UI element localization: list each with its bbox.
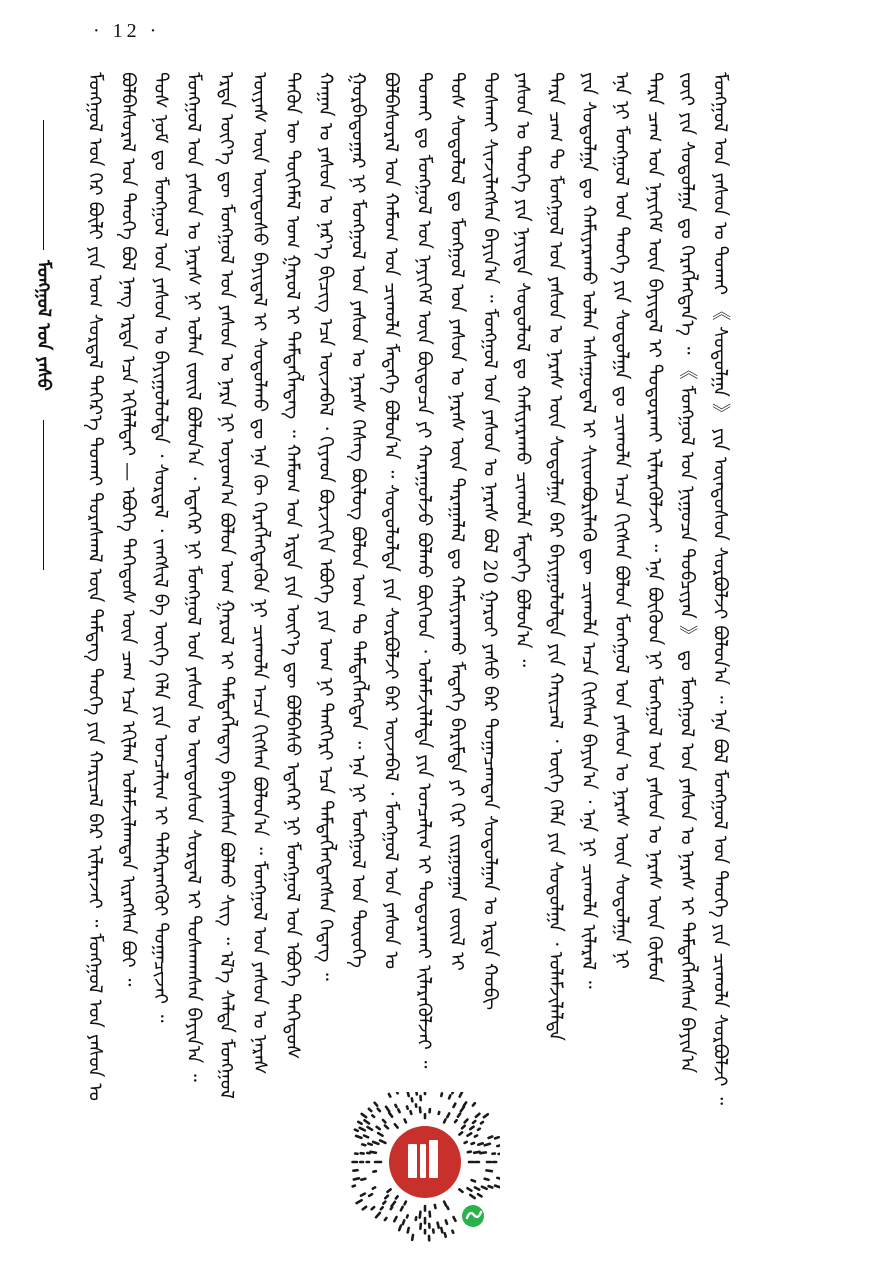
qr-dot	[383, 1120, 385, 1122]
text-column: ᠵᠦᠢ ᠶᠢᠨ ᠰᠤᠳᠤᠯᠭᠠ ᠳᠤ ᠬᠡᠷᠡᠭᠯᠡᠭᠳᠡᠨ᠎ᠡ ᠃ 《 ᠮᠣᠩᠭᠣᠯ ᠤᠨ ᠨᠢᠭᠤᠴᠠ ᠲᠣᠪᠴᠢᠶᠠᠨ 》 ᠳᠤ ᠮᠣᠩᠭᠣᠯ ᠤᠨ ᠶᠠᠰᠤᠨ ᠤ ᠨᠡᠷᠡᠰ ᠢ ᠲᠡᠮᠳᠡᠭᠯᠡᠭᠰᠡᠨ ᠪᠠᠶᠢᠨ᠎ᠠ	[676, 72, 699, 1074]
text-column: ᠶᠠᠰᠤᠨ ᠤ ᠲᠡᠦᠬᠡ ᠶᠢᠨ ᠨᠡᠶᠢᠲᠡ ᠰᠤᠳᠤᠯᠤᠯ ᠳᠤ ᠬᠠᠮᠢᠶᠠᠷᠠᠬᠤ ᠴᠢᠬᠤᠯᠠ ᠮᠡᠳᠡᠭᠡ ᠪᠣᠯᠤᠨ᠎ᠠ ᠃	[511, 72, 534, 668]
qr-dot	[386, 1107, 389, 1112]
qr-dot	[405, 1120, 406, 1123]
qr-dot	[408, 1093, 409, 1096]
qr-dot	[375, 1103, 378, 1106]
qr-dot	[364, 1136, 368, 1138]
qr-dot	[403, 1220, 404, 1224]
qr-dot	[377, 1127, 380, 1129]
qr-dot	[395, 1124, 398, 1127]
text-column: ᠬᠠᠭᠠᠨ ᠤ ᠶᠠᠰᠤᠨ ᠤ ᠨᠡᠷ᠎ᠡ ᠪᠢᠴᠢᠭ ᠡᠴᠡ ᠦᠵᠡᠪᠡᠯ ᠂ ᠬᠢᠶᠠᠳ ᠪᠣᠷᠵᠢᠭᠢᠨ ᠡᠪᠦᠭᠡ ᠶᠢᠨ ᠤᠭ ᠨᠢ ᠲᠡᠩᠭᠡᠷᠢ ᠡᠴᠡ ᠲᠡᠮᠳᠡᠭᠯᠡᠭᠳᠡᠭᠰᠡᠨ ᠭᠡᠳᠡᠭ ᠃	[314, 72, 337, 981]
qr-dot	[416, 1092, 417, 1095]
qr-dot	[360, 1128, 365, 1131]
qr-dot	[361, 1179, 365, 1180]
qr-dot	[368, 1144, 371, 1145]
qr-dot	[489, 1137, 493, 1138]
qr-dot	[485, 1179, 489, 1180]
qr-dot	[449, 1095, 450, 1098]
text-column: ᠶᠢᠨ ᠰᠤᠳᠤᠯᠭᠠ ᠳᠤ ᠬᠠᠮᠢᠶᠠᠷᠠᠬᠤ ᠣᠯᠠᠨ ᠠᠰᠠᠭᠤᠳᠠᠯ ᠢ ᠰᠢᠢᠳᠪᠦᠷᠢᠯᠡᠬᠦ ᠳᠦ ᠴᠢᠬᠤᠯᠠ ᠠᠴᠠ ᠬᠢᠭᠰᠡᠨ ᠪᠠᠶᠢᠨ᠎ᠠ ᠂ ᠡᠨᠡ ᠨᠢ ᠴᠢᠬᠤᠯᠠ ᠢᠯᠡᠷᠡᠯ ᠃	[577, 72, 600, 989]
qr-dot	[455, 1120, 457, 1122]
qr-dot	[476, 1114, 480, 1117]
qr-dot	[411, 1111, 412, 1114]
qr-dot	[462, 1126, 465, 1129]
qr-dot	[472, 1180, 475, 1181]
book-icon	[408, 1140, 438, 1178]
qr-dot	[369, 1109, 372, 1111]
text-column: ᠮᠣᠩᠭᠣᠯ ᠤᠨ ᠭᠡᠷ ᠪᠦᠯᠢ ᠶᠢᠨ ᠤᠭ ᠰᠤᠷᠳᠠᠯ ᠳᠡᠭᠡᠷ᠎ᠡ ᠲᠤᠬᠠᠢ ᠳᠤᠷᠠᠰᠬᠠᠯ ᠦᠨ ᠲᠡᠮᠳᠡᠭ ᠲᠡᠦᠬᠡ ᠶᠢᠨ ᠬᠠᠷᠢᠴᠠᠯ ᠪᠠᠷ ᠢᠯᠡᠷᠡᠵᠡᠢ ᠃ ᠮᠣᠩᠭᠣᠯ ᠤᠨ ᠶᠠᠰᠤᠨ ᠤ	[83, 72, 106, 1102]
text-column: ᠲᠤᠰᠬᠠᠢ ᠰᠢᠨᠵᠢᠯᠡᠭᠰᠡᠨ ᠪᠠᠶᠢᠨ᠎ᠠ ᠃ ᠮᠣᠩᠭᠣᠯ ᠤᠨ ᠶᠠᠰᠤᠨ ᠤ ᠨᠡᠷᠡᠰ ᠪᠣᠯ 20 ᠭᠠᠷᠤᠢ ᠶᠠᠰᠤ ᠪᠠᠷ ᠲᠣᠭᠠᠴᠠᠭᠳᠠᠨ ᠰᠤᠳᠤᠯᠭᠠᠨ ᠤ ᠡᠷᠲᠡ ᠬᠤᠪᠢ	[478, 72, 501, 1011]
qr-dot	[389, 1113, 392, 1117]
qr-dot	[454, 1217, 456, 1221]
qr-dot	[468, 1152, 471, 1153]
qr-dot	[373, 1171, 376, 1172]
qr-dot	[439, 1112, 440, 1114]
qr-dot	[369, 1194, 372, 1196]
qr-dot	[362, 1144, 365, 1145]
qr-dot	[401, 1207, 403, 1211]
text-column: ᠲᠤᠰ ᠨᠣᠮ ᠳᠤ ᠮᠣᠩᠭᠣᠯ ᠤᠨ ᠶᠠᠰᠤᠨ ᠤ ᠪᠠᠶᠢᠭᠤᠯᠤᠯᠲᠠ ᠂ ᠰᠤᠷᠲᠠᠯ ᠂ ᠵᠠᠩᠰᠢᠯ ᠪᠠ ᠦᠭᠡ ᠬᠡᠯᠡ ᠶᠢᠨ ᠣᠨᠴᠠᠯᠢᠭ ᠢ ᠳᠡᠯᠭᠡᠷᠡᠩᠭᠦᠢ ᠲᠣᠭᠠᠴᠢᠵᠠᠢ ᠃	[149, 72, 172, 1023]
header-rule-bottom	[43, 420, 44, 570]
qr-dot	[365, 1120, 370, 1123]
qr-dot	[372, 1115, 374, 1117]
qr-dot	[385, 1196, 388, 1199]
qr-dot	[478, 1194, 482, 1196]
text-column: ᠮᠣᠩᠭᠣᠯ ᠤᠨ ᠶᠠᠰᠤᠨ ᠤ ᠨᠡᠷᠡᠰ ᠨᠢ ᠣᠯᠠᠨ ᠵᠦᠢᠯ ᠪᠣᠯᠤᠨ᠎ᠠ ᠂ ᠡᠳᠡᠭᠡᠷ ᠨᠢ ᠮᠣᠩᠭᠣᠯ ᠤᠨ ᠶᠠᠰᠤᠨ ᠤ ᠦᠨᠳᠦᠰᠦᠨ ᠰᠤᠷᠲᠠᠯ ᠢ ᠲᠤᠰᠬᠠᠭᠰᠠᠨ ᠪᠠᠶᠢᠨ᠎ᠠ ᠃	[182, 72, 205, 1082]
qr-dot	[385, 1126, 388, 1129]
qr-dot	[357, 1200, 362, 1203]
qr-dot	[446, 1220, 447, 1223]
qr-dot	[378, 1133, 382, 1136]
qr-dot	[407, 1215, 408, 1217]
qr-dot	[441, 1228, 442, 1232]
qr-dot	[464, 1103, 467, 1107]
qr-dot	[362, 1114, 366, 1117]
mini-program-code	[350, 1092, 500, 1242]
qr-dot	[395, 1105, 396, 1107]
qr-dot	[495, 1137, 499, 1138]
qr-dot	[447, 1113, 449, 1117]
qr-dot	[475, 1187, 479, 1189]
text-column: ᠲᠡᠷᠡ ᠴᠠᠭ ᠤᠨ ᠨᠡᠶᠢᠭᠡᠮ ᠦᠨ ᠪᠠᠶᠢᠳᠠᠯ ᠢ ᠲᠣᠳᠣᠷᠬᠠᠢ ᠢᠯᠡᠷᠡᠭᠦᠯᠵᠡᠢ ᠃ ᠡᠨᠡ ᠪᠦᠭᠦᠳ ᠨᠢ ᠮᠣᠩᠭᠣᠯ ᠤᠨ ᠶᠠᠰᠤᠨ ᠤ ᠨᠡᠷᠡᠰ ᠦᠨ ᠬᠦᠮᠦᠨ	[643, 72, 666, 983]
text-column: ᠡᠷᠲᠡ ᠦᠶ᠎ᠡ ᠳᠦ ᠮᠣᠩᠭᠣᠯ ᠤᠨ ᠶᠠᠰᠤᠨ ᠤ ᠨᠡᠷᠡ ᠨᠢ ᠣᠶᠣᠭ᠎ᠠ ᠪᠣᠯᠤᠨ ᠤᠭ ᠭᠠᠷᠤᠯ ᠢ ᠲᠡᠮᠳᠡᠭᠯᠡᠳᠡᠭ ᠪᠠᠶᠢᠭᠰᠠᠨ ᠪᠣᠯᠬᠤ ᠰᠢᠭ ᠃ ᠡᠯ᠎ᠡ ᠰᠡᠯᠲᠡ ᠮᠣᠩᠭᠣᠯ	[215, 72, 238, 1099]
qr-dot	[420, 1108, 421, 1113]
qr-dot	[482, 1187, 487, 1189]
qr-dot	[478, 1129, 480, 1130]
qr-dot	[391, 1207, 392, 1209]
qr-dot	[485, 1144, 490, 1146]
text-column: ᠲᠡᠷᠡ ᠴᠠᠭ ᠲᠤ ᠮᠣᠩᠭᠣᠯ ᠤᠨ ᠶᠠᠰᠤᠨ ᠤ ᠨᠡᠷᠡᠰ ᠦᠨ ᠰᠤᠳᠤᠯᠭᠠ ᠪᠠᠷ ᠪᠠᠶᠢᠭᠤᠯᠤᠯᠲᠠ ᠶᠢᠨ ᠬᠠᠷᠢᠴᠠᠯ ᠂ ᠦᠭᠡ ᠬᠡᠯᠡ ᠶᠢᠨ ᠰᠤᠳᠤᠯᠭᠠ ᠂ ᠤᠯᠠᠮᠵᠢᠯᠠᠯᠲᠠ	[544, 72, 567, 1041]
qr-dot	[470, 1195, 474, 1198]
qr-dot	[435, 1205, 436, 1208]
text-column: ᠭᠤᠷᠪᠠᠳᠤᠭᠠᠷ ᠨᠢ ᠮᠣᠩᠭᠣᠯ ᠤᠨ ᠶᠠᠰᠤᠨ ᠤ ᠨᠡᠷᠡᠰ ᠬᠡᠰᠡᠭ ᠪᠦᠯᠦᠭ ᠪᠣᠯᠤᠨ ᠤᠭ ᠲᠤ ᠲᠡᠮᠳᠡᠭᠯᠡᠭᠳᠡᠨ ᠃ ᠡᠨᠡ ᠨᠢ ᠮᠣᠩᠭᠣᠯ ᠤᠨ ᠲᠦᠦᠬᠡ	[347, 72, 370, 968]
qr-dot	[441, 1093, 442, 1096]
qr-dot	[465, 1142, 467, 1143]
qr-dot	[484, 1114, 488, 1117]
qr-dot	[381, 1207, 383, 1209]
text-column: ᠪᠣᠯᠪᠠᠰᠤᠷᠠᠯ ᠤᠨ ᠲᠡᠦᠬᠡ ᠪᠣᠯ ᠨᠡᠩ ᠡᠷᠲᠡ ᠡᠴᠡ ᠡᠬᠢᠯᠡᠯᠲᠡᠢ — ᠡᠪᠦᠭᠡ ᠳᠡᠭᠡᠳᠦᠰ ᠦᠨ ᠴᠠᠭ ᠡᠴᠡ ᠡᠬᠢᠯᠡᠨ ᠤᠯᠠᠮᠵᠢᠯᠠᠭᠳᠠᠨ ᠢᠷᠡᠭᠰᠡᠨ ᠪᠣᠢ ᠃	[116, 72, 139, 987]
qr-dot	[497, 1146, 499, 1147]
qr-dot	[388, 1189, 391, 1192]
qr-dot	[465, 1120, 468, 1123]
qr-dot	[396, 1196, 398, 1198]
qr-dot	[355, 1130, 358, 1131]
qr-dot	[497, 1178, 500, 1179]
qr-dot	[408, 1228, 409, 1232]
qr-dot	[353, 1170, 357, 1171]
qr-code-graphic	[350, 1092, 500, 1242]
qr-dot	[371, 1152, 376, 1153]
qr-dot	[412, 1098, 413, 1101]
running-header	[34, 120, 56, 570]
qr-dot	[468, 1133, 472, 1135]
qr-dot	[486, 1170, 492, 1171]
qr-dot	[376, 1213, 380, 1217]
qr-dot	[378, 1109, 380, 1112]
qr-dot	[444, 1119, 445, 1122]
qr-dot	[420, 1212, 421, 1218]
qr-dot	[459, 1189, 462, 1192]
text-column: ᠦᠶᠡᠰ ᠦᠨ ᠦᠨᠳᠦᠰᠦ ᠪᠠᠶᠢᠳᠠᠯ ᠢ ᠰᠤᠳᠤᠯᠬᠤ ᠳᠤ ᠡᠨᠡ ᠬᠦ ᠬᠡᠷᠡᠭᠯᠡᠭᠳᠡᠬᠦᠨ ᠨᠢ ᠴᠢᠬᠤᠯᠠ ᠠᠴᠠ ᠬᠢᠭᠰᠡᠨ ᠪᠣᠯᠤᠨ᠎ᠠ ᠃ ᠮᠣᠩᠭᠣᠯ ᠤᠨ ᠶᠠᠰᠤᠨ ᠤ ᠨᠡᠷᠡᠰ	[248, 72, 271, 1075]
qr-dot	[356, 1136, 361, 1138]
qr-dot	[368, 1127, 373, 1130]
text-column: ᠲᠤᠰ ᠰᠤᠳᠤᠯᠤᠯ ᠳᠤ ᠮᠣᠩᠭᠣᠯ ᠤᠨ ᠶᠠᠰᠤᠨ ᠤ ᠨᠡᠷᠡᠰ ᠦᠨ ᠳᠠᠷᠠᠭᠠᠯᠠᠯ ᠳᠤ ᠬᠠᠮᠢᠶᠠᠷᠠᠬᠤ ᠮᠡᠳᠡᠭᠡ ᠪᠠᠷᠢᠮᠲᠠ ᠶᠢ ᠬᠢᠷ ᠵᠢᠷᠭᠤᠭᠠᠨ ᠵᠦᠢᠯ ᠢ	[445, 72, 468, 971]
qr-dot	[373, 1187, 375, 1188]
qr-dot	[468, 1188, 472, 1190]
qr-dot	[385, 1218, 387, 1220]
qr-dot	[460, 1092, 462, 1096]
qr-dot	[472, 1143, 474, 1144]
qr-dot	[458, 1114, 460, 1117]
qr-dot	[489, 1186, 493, 1187]
qr-dot	[444, 1202, 446, 1206]
qr-dot	[445, 1233, 446, 1236]
qr-dot	[373, 1142, 378, 1144]
qr-dot	[358, 1122, 361, 1124]
text-column: ᠲᠡᠭᠦᠨ ᠦ ᠲᠦᠭᠡᠮᠡᠯ ᠤᠭ ᠭᠠᠷᠤᠯ ᠢ ᠲᠡᠮᠳᠡᠭᠯᠡᠳᠡᠭ ᠃ ᠬᠠᠮᠤᠭ ᠤᠨ ᠡᠷᠲᠡ ᠶᠢᠨ ᠦᠶ᠎ᠡ ᠳᠦ ᠪᠣᠯᠪᠠᠰᠤ ᠡᠳᠡᠭᠡᠷ ᠨᠢ ᠮᠣᠩᠭᠣᠯ ᠤᠨ ᠡᠪᠦᠭᠡ ᠳᠡᠭᠡᠳᠦᠰ	[281, 72, 304, 1060]
qr-dot	[480, 1152, 486, 1153]
qr-dot	[372, 1207, 375, 1209]
qr-dot	[405, 1202, 406, 1205]
qr-dot	[452, 1231, 453, 1233]
qr-dot	[394, 1217, 396, 1221]
header-rule-top	[43, 120, 44, 250]
qr-dot	[353, 1186, 355, 1187]
qr-dot	[399, 1226, 401, 1231]
qr-dot	[454, 1104, 456, 1107]
qr-dot	[392, 1202, 395, 1206]
qr-dot	[452, 1092, 453, 1093]
qr-dot	[475, 1136, 477, 1137]
body-text	[78, 72, 813, 1222]
running-header-title: ᠮᠣᠩᠭᠣᠯ ᠤᠨ ᠶᠠᠰᠤ	[33, 260, 54, 391]
qr-dot	[407, 1107, 408, 1109]
text-column: ᠡᠨᠡ ᠨᠢ ᠮᠣᠩᠭᠣᠯ ᠤᠨ ᠲᠡᠦᠬᠡ ᠶᠢᠨ ᠰᠤᠳᠤᠯᠭᠠ ᠳᠤ ᠴᠢᠬᠤᠯᠠ ᠠᠴᠠ ᠬᠢᠭᠰᠡᠨ ᠪᠣᠯᠤᠨ ᠮᠣᠩᠭᠣᠯ ᠤᠨ ᠶᠠᠰᠤᠨ ᠤ ᠨᠡᠷᠡᠰ ᠦᠨ ᠰᠤᠳᠤᠯᠭᠠ ᠨᠢ	[610, 72, 633, 969]
qr-dot	[495, 1186, 500, 1188]
qr-dot	[447, 1207, 448, 1209]
qr-dot	[363, 1207, 366, 1210]
qr-dot	[412, 1235, 413, 1240]
qr-dot	[398, 1109, 399, 1112]
qr-dot	[478, 1143, 482, 1144]
qr-dot	[396, 1092, 397, 1093]
qr-dot	[473, 1103, 475, 1105]
qr-dot	[354, 1178, 359, 1179]
text-column: ᠪᠣᠯᠪᠠᠰᠤᠷᠠᠯ ᠤᠨ ᠬᠠᠮᠤᠭ ᠤᠨ ᠴᠢᠬᠤᠯᠠ ᠮᠡᠳᠡᠭᠡ ᠪᠣᠯᠤᠨ᠎ᠠ ᠃ ᠰᠤᠳᠤᠯᠤᠯᠲᠠ ᠶᠢᠨ ᠰᠤᠷᠪᠤᠯᠵᠢ ᠪᠠᠷ ᠦᠵᠡᠪᠡᠯ ᠂ ᠮᠣᠩᠭᠣᠯ ᠤᠨ ᠶᠠᠰᠤᠨ ᠤ	[380, 72, 403, 970]
qr-dot	[470, 1127, 473, 1129]
qr-dot	[459, 1132, 462, 1134]
wechat-miniprogram-icon	[462, 1205, 484, 1227]
qr-dot	[389, 1094, 390, 1097]
qr-dot	[438, 1223, 439, 1228]
qr-dot	[481, 1122, 483, 1123]
qr-dot	[474, 1152, 480, 1153]
page-number: · 12 ·	[93, 20, 161, 42]
text-column: ᠲᠤᠬᠠᠢ ᠳᠤ ᠮᠣᠩᠭᠣᠯ ᠤᠨ ᠨᠡᠶᠢᠭᠡᠮ ᠦᠨ ᠪᠦᠲᠦᠴᠡ ᠶᠢ ᠬᠠᠷᠠᠭᠤᠯᠵᠤ ᠪᠣᠯᠬᠤ ᠪᠥᠭᠡᠳ ᠂ ᠤᠯᠠᠮᠵᠢᠯᠠᠯᠲᠠ ᠶᠢᠨ ᠣᠨᠴᠠᠯᠢᠭ ᠢ ᠲᠣᠳᠣᠷᠬᠠᠢ ᠢᠯᠡᠷᠡᠭᠦᠯᠵᠡᠢ ᠃	[412, 72, 435, 1069]
qr-dot	[461, 1107, 464, 1112]
text-column: ᠮᠣᠩᠭᠣᠯ ᠤᠨ ᠶᠠᠰᠤᠨ ᠤ ᠲᠤᠬᠠᠢ 《 ᠰᠤᠳᠤᠯᠭᠠ 》 ᠶᠢᠨ ᠦᠨᠳᠦᠰᠦᠨ ᠰᠤᠷᠪᠤᠯᠵᠢ ᠪᠣᠯᠤᠨ᠎ᠠ ᠃ ᠡᠨᠡ ᠪᠣᠯ ᠮᠣᠩᠭᠣᠯ ᠤᠨ ᠲᠡᠦᠬᠡ ᠶᠢᠨ ᠴᠢᠬᠤᠯᠠ ᠰᠤᠷᠪᠤᠯᠵᠢ ᠃	[709, 72, 732, 1105]
qr-dot	[380, 1140, 385, 1143]
qr-dot	[383, 1202, 385, 1204]
qr-dot	[473, 1121, 475, 1123]
qr-dot	[361, 1194, 365, 1196]
